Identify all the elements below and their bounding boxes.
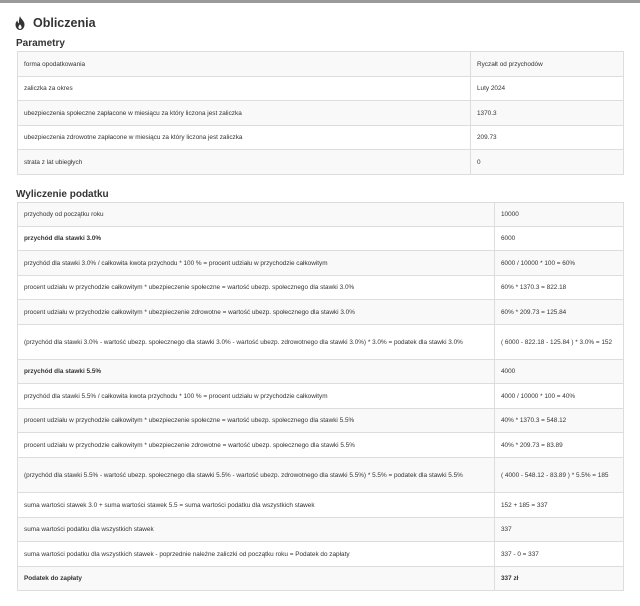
table-row <box>18 433 624 458</box>
table-row <box>18 300 624 325</box>
calc-label: procent udziału w przychodzie całkowitym * ubezpieczenie społeczne = wartość ubezp. społecznego dla stawki 3.0% <box>18 276 495 300</box>
param-label: forma opodatkowania <box>18 52 471 77</box>
calc-value: 337 <box>495 518 624 542</box>
calc-label: (przychód dla stawki 3.0% - wartość ubezp. społecznego dla stawki 3.0% - wartość ubezp. zdrowotnego dla stawki 3.0%) * 3.0% = podatek dla stawki 3.0% <box>18 325 495 360</box>
calc-value: 10000 <box>495 203 624 227</box>
fire-icon <box>14 16 26 30</box>
table-row <box>18 493 624 518</box>
table-row <box>18 325 624 360</box>
table-row <box>18 101 624 126</box>
calc-label: procent udziału w przychodzie całkowitym * ubezpieczenie zdrowotne = wartość ubezp. społecznego dla stawki 5.5% <box>18 433 495 458</box>
table-row <box>18 542 624 567</box>
calc-value: ( 6000 - 822.18 - 125.84 ) * 3.0% = 152 <box>495 325 624 360</box>
calc-label: przychód dla stawki 3.0% <box>18 227 495 251</box>
parameters-section-title: Parametry <box>16 38 65 49</box>
calc-value: 337 - 0 = 337 <box>495 542 624 567</box>
table-row <box>18 150 624 175</box>
calc-value: 6000 <box>495 227 624 251</box>
calc-value: 60% * 209.73 = 125.84 <box>495 300 624 325</box>
table-row <box>18 203 624 227</box>
param-value: Ryczałt od przychodów <box>471 52 624 77</box>
calc-value: 40% * 209.73 = 83.89 <box>495 433 624 458</box>
parameters-table <box>17 51 624 175</box>
table-row <box>18 567 624 591</box>
tax-calculation-section-title: Wyliczenie podatku <box>16 189 109 200</box>
table-row <box>18 276 624 300</box>
calc-label: przychody od początku roku <box>18 203 495 227</box>
param-label: ubezpieczenia społeczne zapłacone w miesiącu za który liczona jest zaliczka <box>18 101 471 126</box>
calc-value: ( 4000 - 548.12 - 83.89 ) * 5.5% = 185 <box>495 458 624 493</box>
table-row <box>18 409 624 433</box>
param-value: 209.73 <box>471 126 624 150</box>
calc-label: procent udziału w przychodzie całkowitym * ubezpieczenie zdrowotne = wartość ubezp. społecznego dla stawki 3.0% <box>18 300 495 325</box>
tax-due-label: Podatek do zapłaty <box>18 567 495 591</box>
calc-label: przychód dla stawki 5.5% <box>18 360 495 384</box>
table-row <box>18 126 624 150</box>
calc-label: przychód dla stawki 5.5% / całkowita kwota przychodu * 100 % = procent udziału w przychodzie całkowitym <box>18 384 495 409</box>
calc-label: suma wartości podatku dla wszystkich stawek <box>18 518 495 542</box>
table-row <box>18 251 624 276</box>
table-row <box>18 384 624 409</box>
param-value: 0 <box>471 150 624 175</box>
calc-label: (przychód dla stawki 5.5% - wartość ubezp. społecznego dla stawki 5.5% - wartość ubezp. zdrowotnego dla stawki 5.5%) * 5.5% = podatek dla stawki 5.5% <box>18 458 495 493</box>
table-row <box>18 518 624 542</box>
param-value: Luty 2024 <box>471 77 624 101</box>
table-row <box>18 52 624 77</box>
calc-value: 4000 <box>495 360 624 384</box>
param-label: ubezpieczenia zdrowotne zapłacone w miesiącu za który liczona jest zaliczka <box>18 126 471 150</box>
tax-due-value: 337 zł <box>495 567 624 591</box>
param-value: 1370.3 <box>471 101 624 126</box>
tax-calculation-table <box>17 202 624 591</box>
table-row <box>18 360 624 384</box>
calc-label: przychód dla stawki 3.0% / całkowita kwota przychodu * 100 % = procent udziału w przychodzie całkowitym <box>18 251 495 276</box>
panel-header <box>14 14 96 32</box>
param-label: strata z lat ubiegłych <box>18 150 471 175</box>
calc-value: 4000 / 10000 * 100 = 40% <box>495 384 624 409</box>
calc-value: 60% * 1370.3 = 822.18 <box>495 276 624 300</box>
table-row <box>18 458 624 493</box>
param-label: zaliczka za okres <box>18 77 471 101</box>
calc-label: suma wartości podatku dla wszystkich stawek - poprzednie należne zaliczki od początku roku = Podatek do zapłaty <box>18 542 495 567</box>
calc-value: 40% * 1370.3 = 548.12 <box>495 409 624 433</box>
calc-label: suma wartości stawek 3.0 + suma wartości stawek 5.5 = suma wartości podatku dla wszystkich stawek <box>18 493 495 518</box>
table-row <box>18 227 624 251</box>
calc-label: procent udziału w przychodzie całkowitym * ubezpieczenie społeczne = wartość ubezp. społecznego dla stawki 5.5% <box>18 409 495 433</box>
calc-value: 6000 / 10000 * 100 = 60% <box>495 251 624 276</box>
table-row <box>18 77 624 101</box>
panel-title: Obliczenia <box>33 16 96 30</box>
calc-value: 152 + 185 = 337 <box>495 493 624 518</box>
window-top-border <box>0 0 640 3</box>
